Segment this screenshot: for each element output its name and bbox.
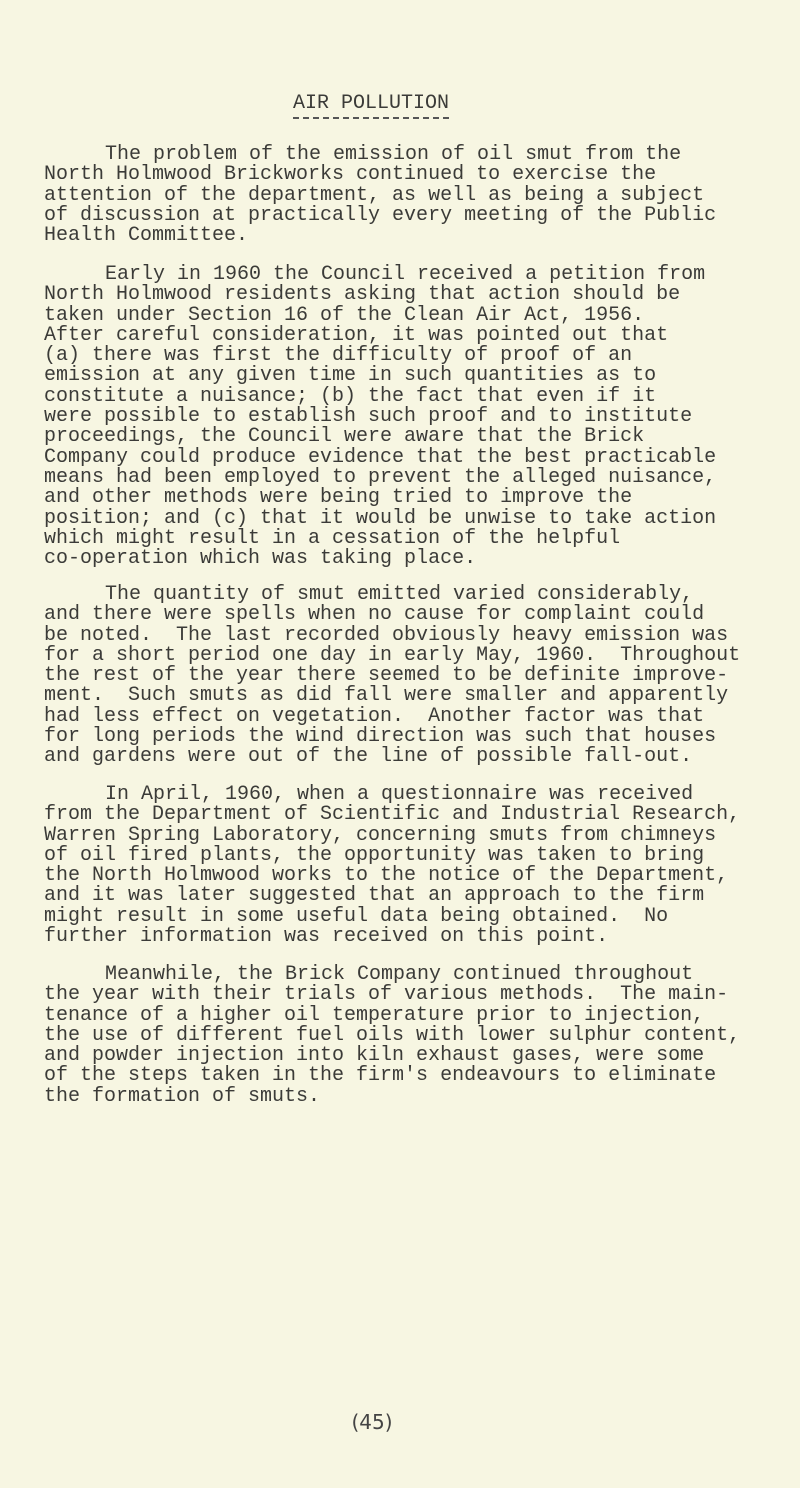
- text-line: of discussion at practically every meeting of the Public: [44, 203, 717, 227]
- paragraph-brick-company-trials: [44, 965, 784, 1107]
- text-line: the North Holmwood works to the notice of the Department,: [44, 864, 729, 888]
- paragraph-smut-problem: [44, 145, 784, 246]
- text-line: the rest of the year there seemed to be definite improve-: [44, 664, 729, 688]
- text-line: had less effect on vegetation. Another factor was that: [44, 704, 705, 728]
- text-line: North Holmwood residents asking that action should be: [44, 283, 681, 307]
- text-line: position; and (c) that it would be unwise to take action: [44, 506, 717, 530]
- text-line: and powder injection into kiln exhaust gases, were some: [44, 1044, 705, 1068]
- text-line: of oil fired plants, the opportunity was taken to bring: [44, 843, 705, 867]
- text-line: Health Committee.: [44, 224, 249, 248]
- text-line: Company could produce evidence that the best practicable: [44, 445, 717, 469]
- text-line: means had been employed to prevent the alleged nuisance,: [44, 465, 717, 489]
- text-line: which might result in a cessation of the helpful: [44, 526, 621, 550]
- text-line: for long periods the wind direction was such that houses: [44, 725, 717, 749]
- text-line: constitute a nuisance; (b) the fact that even if it: [44, 384, 657, 408]
- text-line: be noted. The last recorded obviously heavy emission was: [44, 623, 729, 647]
- text-line: from the Department of Scientific and Industrial Research,: [44, 803, 741, 827]
- text-line: for a short period one day in early May, 1960. Throughout: [44, 643, 741, 667]
- text-line: North Holmwood Brickworks continued to exercise the: [44, 163, 657, 187]
- text-line: taken under Section 16 of the Clean Air Act, 1956.: [44, 303, 645, 327]
- text-line: proceedings, the Council were aware that the Brick: [44, 425, 645, 449]
- text-line: and it was later suggested that an approach to the firm: [44, 884, 705, 908]
- text-line: In April, 1960, when a questionnaire was received: [105, 783, 694, 806]
- text-line: (a) there was first the difficulty of proof of an: [44, 344, 633, 368]
- text-line: further information was received on this point.: [44, 925, 609, 949]
- text-line: co-operation which was taking place.: [44, 547, 477, 571]
- paragraph-smut-quantity: [44, 585, 784, 768]
- text-line: The problem of the emission of oil smut from the: [105, 143, 682, 166]
- text-line: After careful consideration, it was pointed out that: [44, 323, 669, 347]
- text-line: Warren Spring Laboratory, concerning smuts from chimneys: [44, 823, 717, 847]
- text-line: The quantity of smut emitted varied considerably,: [105, 583, 694, 606]
- page-title: [0, 92, 742, 119]
- text-line: of the steps taken in the firm's endeavours to eliminate: [44, 1064, 717, 1088]
- text-line: Meanwhile, the Brick Company continued throughout: [105, 963, 694, 986]
- text-line: and there were spells when no cause for complaint could: [44, 603, 705, 627]
- text-line: and other methods were being tried to improve the: [44, 486, 633, 510]
- text-line: were possible to establish such proof and to institute: [44, 405, 693, 429]
- text-line: attention of the department, as well as being a subject: [44, 183, 705, 207]
- text-line: Early in 1960 the Council received a petition from: [105, 263, 706, 286]
- text-line: the year with their trials of various methods. The main-: [44, 983, 729, 1007]
- text-line: might result in some useful data being obtained. No: [44, 904, 669, 928]
- text-line: emission at any given time in such quantities as to: [44, 364, 657, 388]
- page-title-text: AIR POLLUTION: [293, 92, 449, 119]
- text-line: tenance of a higher oil temperature prior to injection,: [44, 1003, 705, 1027]
- text-line: ment. Such smuts as did fall were smaller and apparently: [44, 684, 729, 708]
- page-number: (45): [351, 1410, 393, 1434]
- text-line: the formation of smuts.: [44, 1084, 321, 1108]
- text-line: and gardens were out of the line of possible fall-out.: [44, 745, 693, 769]
- text-line: the use of different fuel oils with lower sulphur content,: [44, 1023, 741, 1047]
- paragraph-questionnaire: [44, 785, 784, 947]
- paragraph-petition: [44, 265, 784, 569]
